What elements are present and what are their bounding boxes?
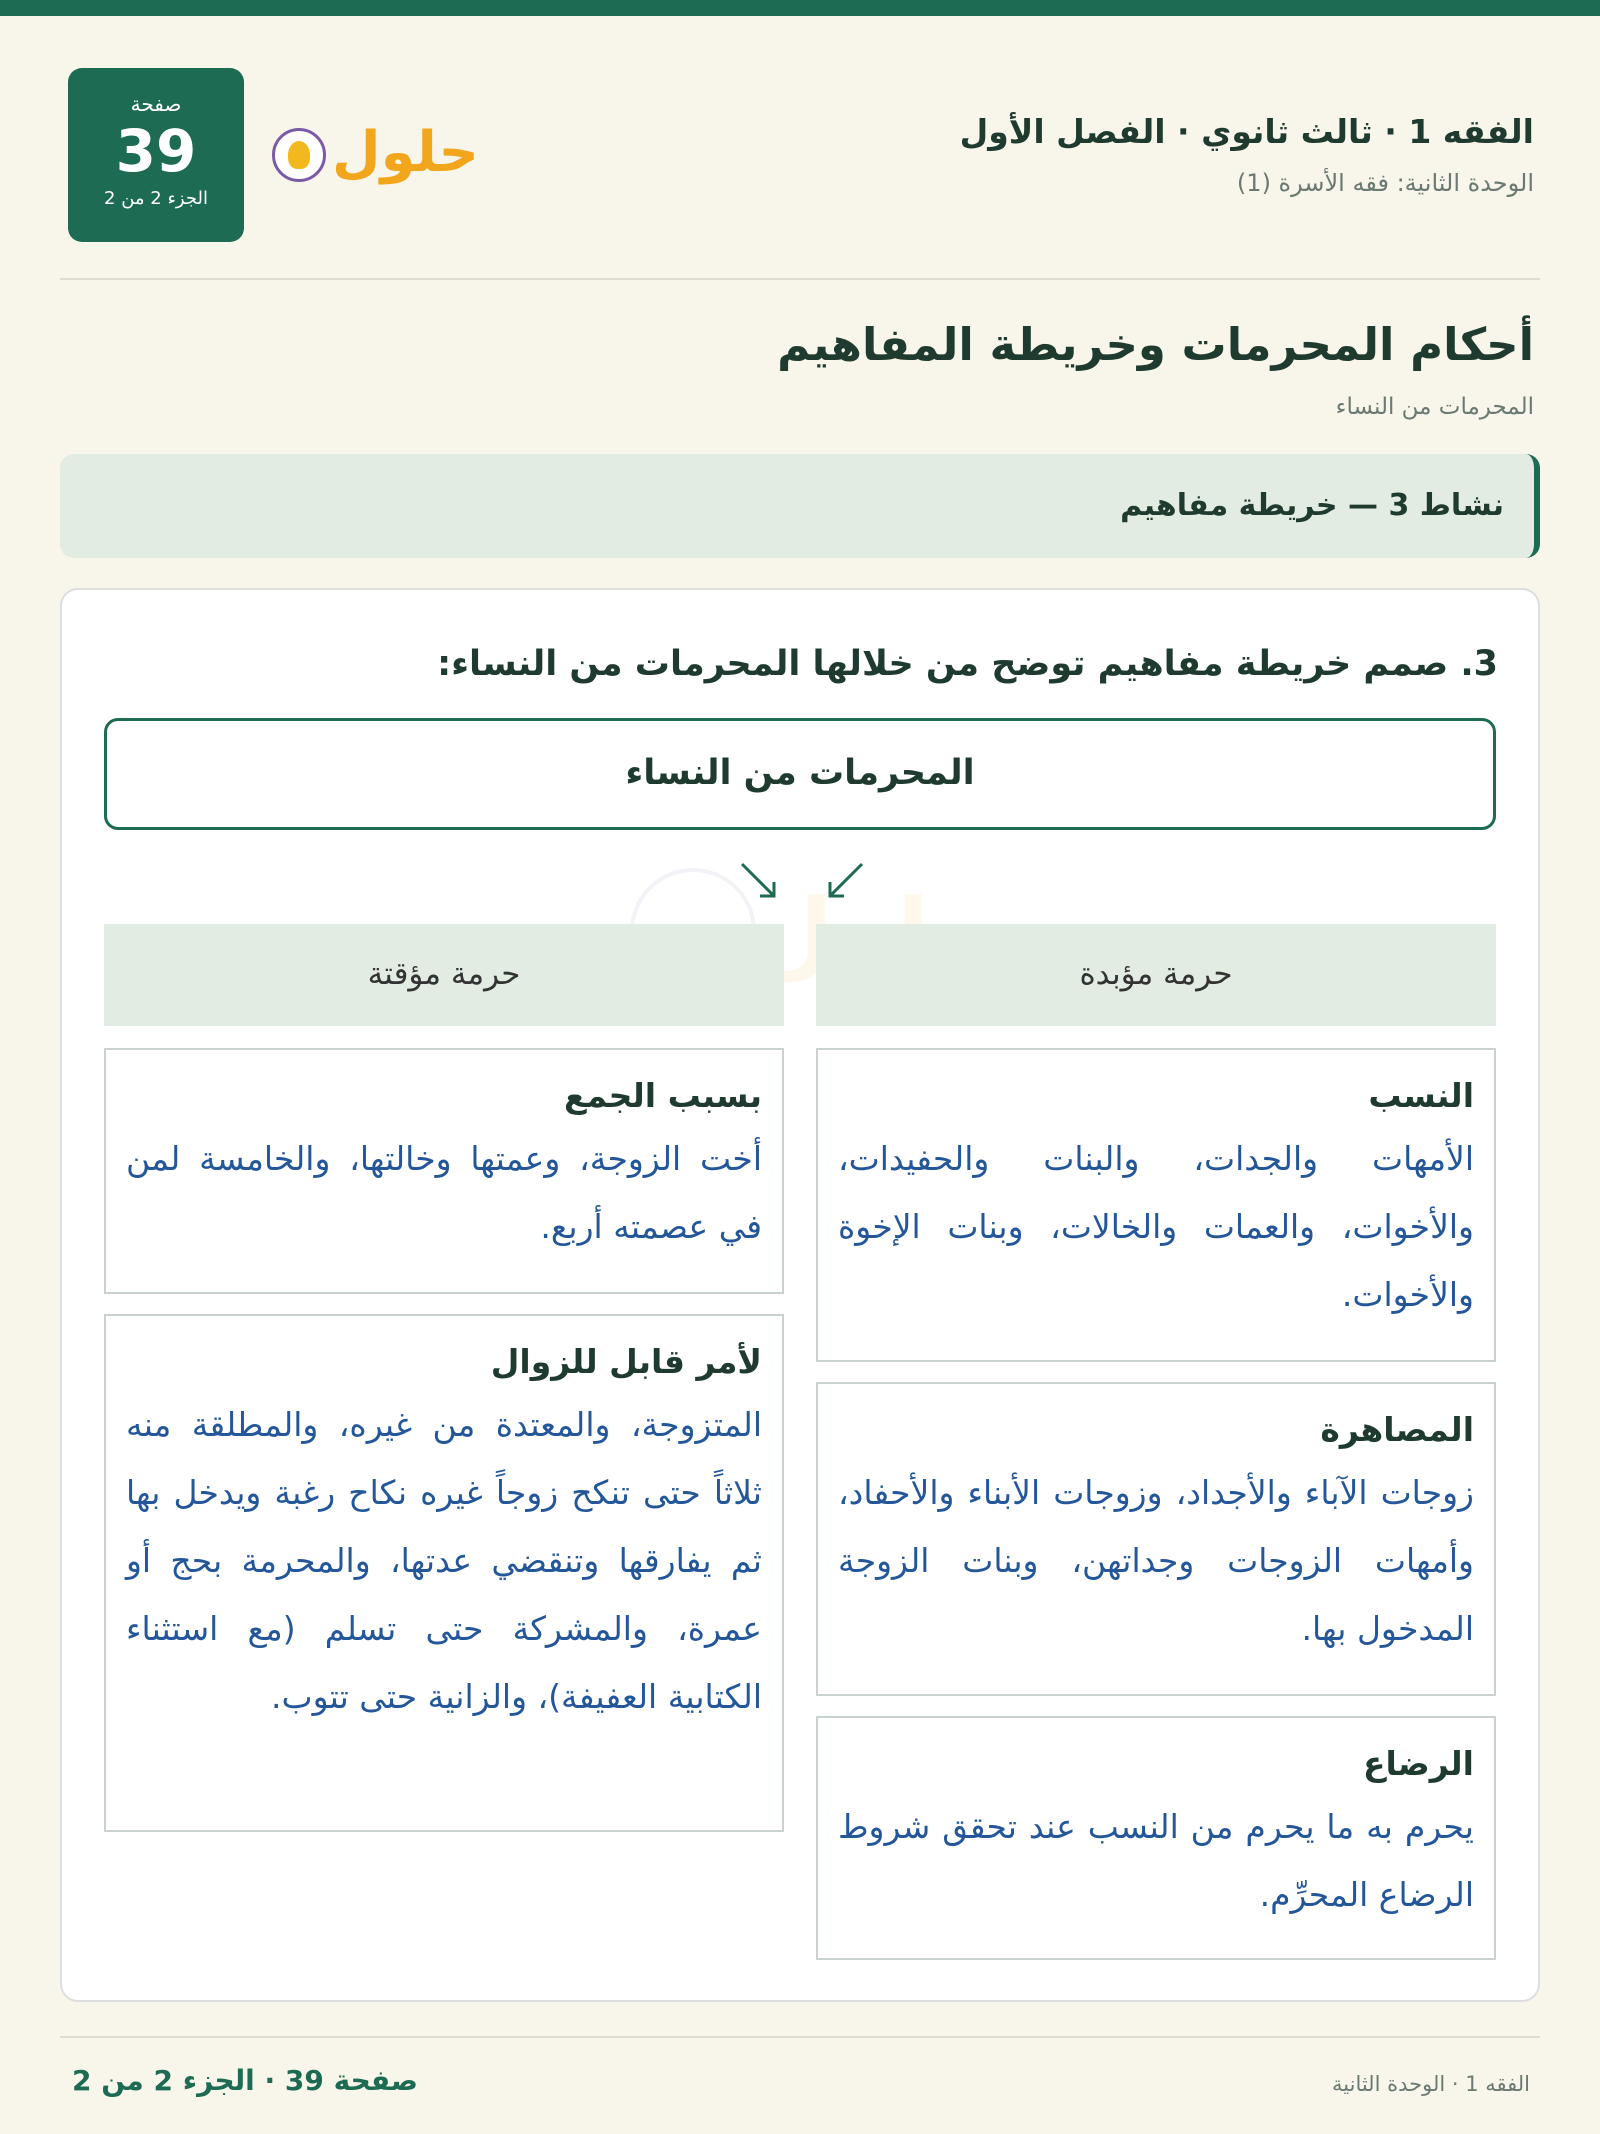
concept-root-label: المحرمات من النساء	[625, 753, 975, 793]
item-text: الأمهات والجدات، والبنات والحفيدات، والأخوات، والعمات والخالات، وبنات الإخوة والأخوات.	[838, 1139, 1474, 1314]
header-text	[960, 112, 1534, 197]
hulul-logo	[272, 120, 479, 190]
page-badge	[68, 68, 244, 242]
item-title: لأمر قابل للزوال	[490, 1342, 762, 1381]
item-title: المصاهرة	[1320, 1410, 1474, 1449]
footer-page-info: صفحة 39 · الجزء 2 من 2	[72, 2064, 418, 2097]
page-header	[60, 68, 1540, 252]
header-divider	[60, 278, 1540, 280]
temporary-heading-box	[104, 924, 784, 1026]
item-jam	[104, 1048, 784, 1294]
item-zawal	[104, 1314, 784, 1832]
item-rada	[816, 1716, 1496, 1960]
book-title: الفقه 1 · ثالث ثانوي · الفصل الأول	[959, 112, 1534, 151]
page-title: أحكام المحرمات وخريطة المفاهيم	[777, 318, 1534, 371]
unit-title: الوحدة الثانية: فقه الأسرة (1)	[1236, 169, 1534, 197]
arrow-left	[742, 864, 774, 896]
item-musahara	[816, 1382, 1496, 1696]
logo-text: حلول	[332, 120, 479, 185]
page-label: صفحة	[130, 92, 182, 116]
permanent-heading-box	[816, 924, 1496, 1026]
activity-banner	[60, 454, 1540, 558]
activity-label: نشاط 3 — خريطة مفاهيم	[1120, 488, 1504, 523]
footer-book-info: الفقه 1 · الوحدة الثانية	[1332, 2072, 1530, 2096]
temporary-heading: حرمة مؤقتة	[367, 956, 521, 992]
item-nasab	[816, 1048, 1496, 1362]
item-text: أخت الزوجة، وعمتها وخالتها، والخامسة لمن في عصمته أربع.	[126, 1139, 762, 1246]
permanent-heading: حرمة مؤبدة	[1079, 956, 1233, 992]
logo-icon	[272, 128, 326, 182]
item-title: الرضاع	[1362, 1744, 1474, 1783]
branch-arrows	[62, 858, 1538, 908]
item-title: بسبب الجمع	[563, 1076, 762, 1115]
item-text: زوجات الآباء والأجداد، وزوجات الأبناء والأحفاد، وأمهات الزوجات وجداتهن، وبنات الزوجة المدخول بها.	[838, 1473, 1474, 1648]
top-accent-bar	[0, 0, 1600, 16]
question-text: 3. صمم خريطة مفاهيم توضح من خلالها المحرمات من النساء:	[437, 644, 1498, 684]
concept-map-card	[60, 588, 1540, 2002]
footer-divider	[60, 2036, 1540, 2038]
arrow-right	[830, 864, 862, 896]
item-title: النسب	[1368, 1076, 1474, 1115]
item-text: المتزوجة، والمعتدة من غيره، والمطلقة منه ثلاثاً حتى تنكح زوجاً غيره نكاح رغبة ويدخل بها ثم يفارقها وتنقضي عدتها، والمحرمة بحج أو عمرة، والمشركة حتى تسلم (مع استثناء الكتابية العفيفة)، والزانية حتى تتوب.	[126, 1405, 762, 1716]
part-label: الجزء 2 من 2	[104, 188, 208, 209]
item-text: يحرم به ما يحرم من النسب عند تحقق شروط الرضاع المحرِّم.	[838, 1807, 1474, 1914]
concept-root-box	[104, 718, 1496, 830]
page-number: 39	[115, 117, 197, 185]
page-subtitle: المحرمات من النساء	[1335, 394, 1534, 420]
